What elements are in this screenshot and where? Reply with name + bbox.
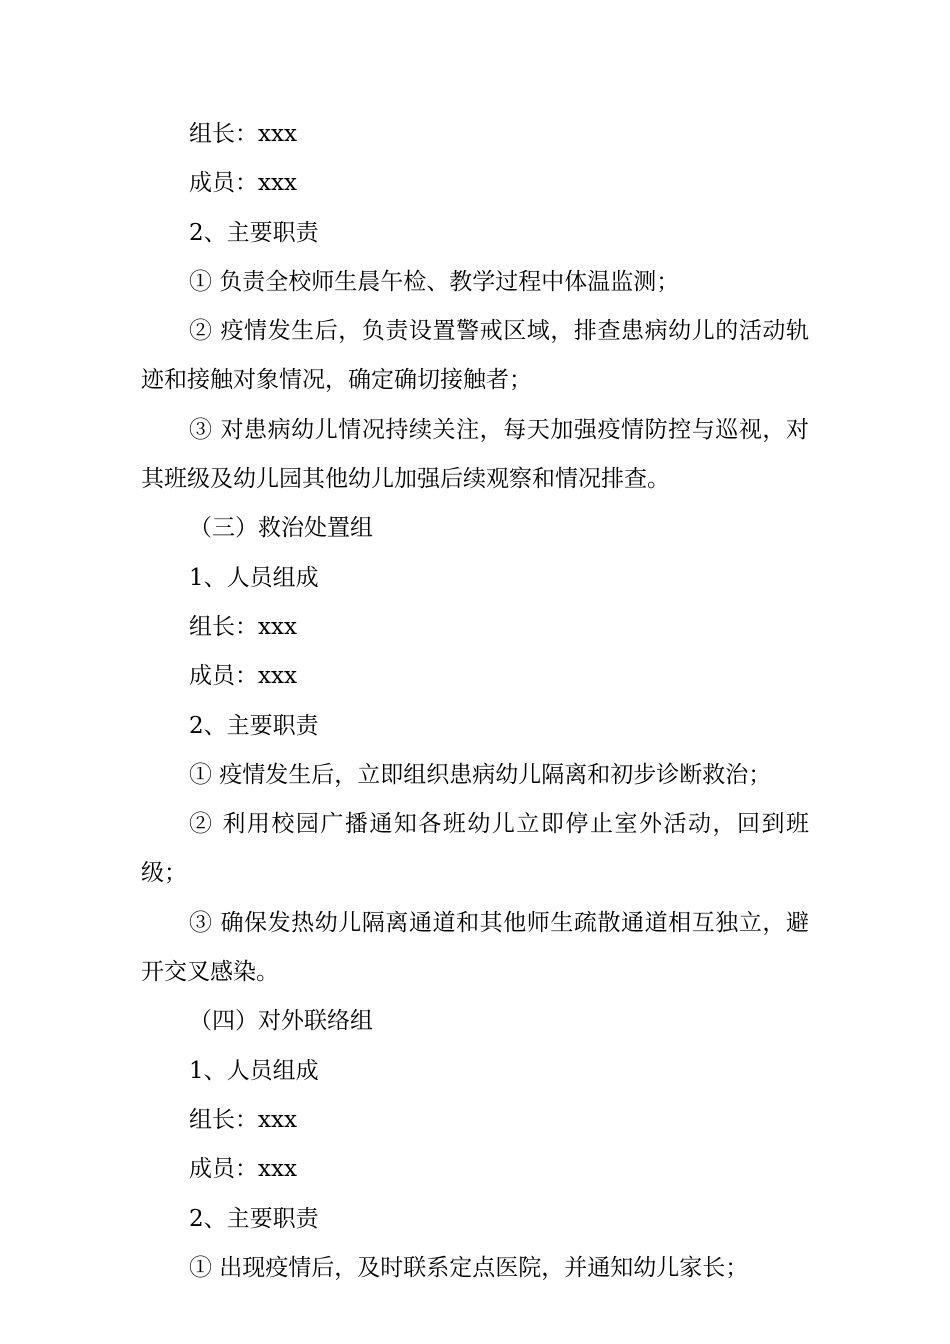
paragraph-duty-item: ① 疫情发生后，立即组织患病幼儿隔离和初步诊断救治； (189, 761, 772, 788)
paragraph-team-leader: 组长：xxx (189, 121, 297, 147)
paragraph-team-leader: 组长：xxx (189, 613, 297, 640)
paragraph-section-heading: （四）对外联络组 (189, 1008, 373, 1035)
paragraph-duty-item: ① 出现疫情后，及时联系定点医院，并通知幼儿家长； (189, 1254, 749, 1281)
paragraph-team-members: 成员：xxx (189, 1156, 297, 1183)
paragraph-heading-duties: 2、主要职责 (189, 712, 319, 739)
paragraph-team-members: 成员：xxx (189, 170, 297, 197)
paragraph-heading-composition: 1、人员组成 (189, 1057, 319, 1084)
document-body (141, 110, 809, 1293)
paragraph-team-members: 成员：xxx (189, 663, 297, 690)
paragraph-duty-item: ③ 对患病幼儿情况持续关注，每天加强疫情防控与巡视，对其班级及幼儿园其他幼儿加强后续观察和情况排查。 (141, 416, 809, 493)
paragraph-heading-duties: 2、主要职责 (189, 1205, 319, 1232)
paragraph-duty-item: ② 疫情发生后，负责设置警戒区域，排查患病幼儿的活动轨迹和接触对象情况，确定确切接触者； (141, 318, 809, 394)
paragraph-duty-item: ② 利用校园广播通知各班幼儿立即停止室外活动，回到班级； (141, 811, 809, 887)
paragraph-duty-item: ③ 确保发热幼儿隔离通道和其他师生疏散通道相互独立，避开交叉感染。 (141, 909, 809, 986)
paragraph-heading-duties: 2、主要职责 (189, 219, 319, 246)
paragraph-duty-item: ① 负责全校师生晨午检、教学过程中体温监测； (189, 268, 680, 295)
paragraph-section-heading: （三）救治处置组 (189, 515, 373, 542)
paragraph-heading-composition: 1、人员组成 (189, 564, 319, 591)
paragraph-team-leader: 组长：xxx (189, 1106, 297, 1133)
